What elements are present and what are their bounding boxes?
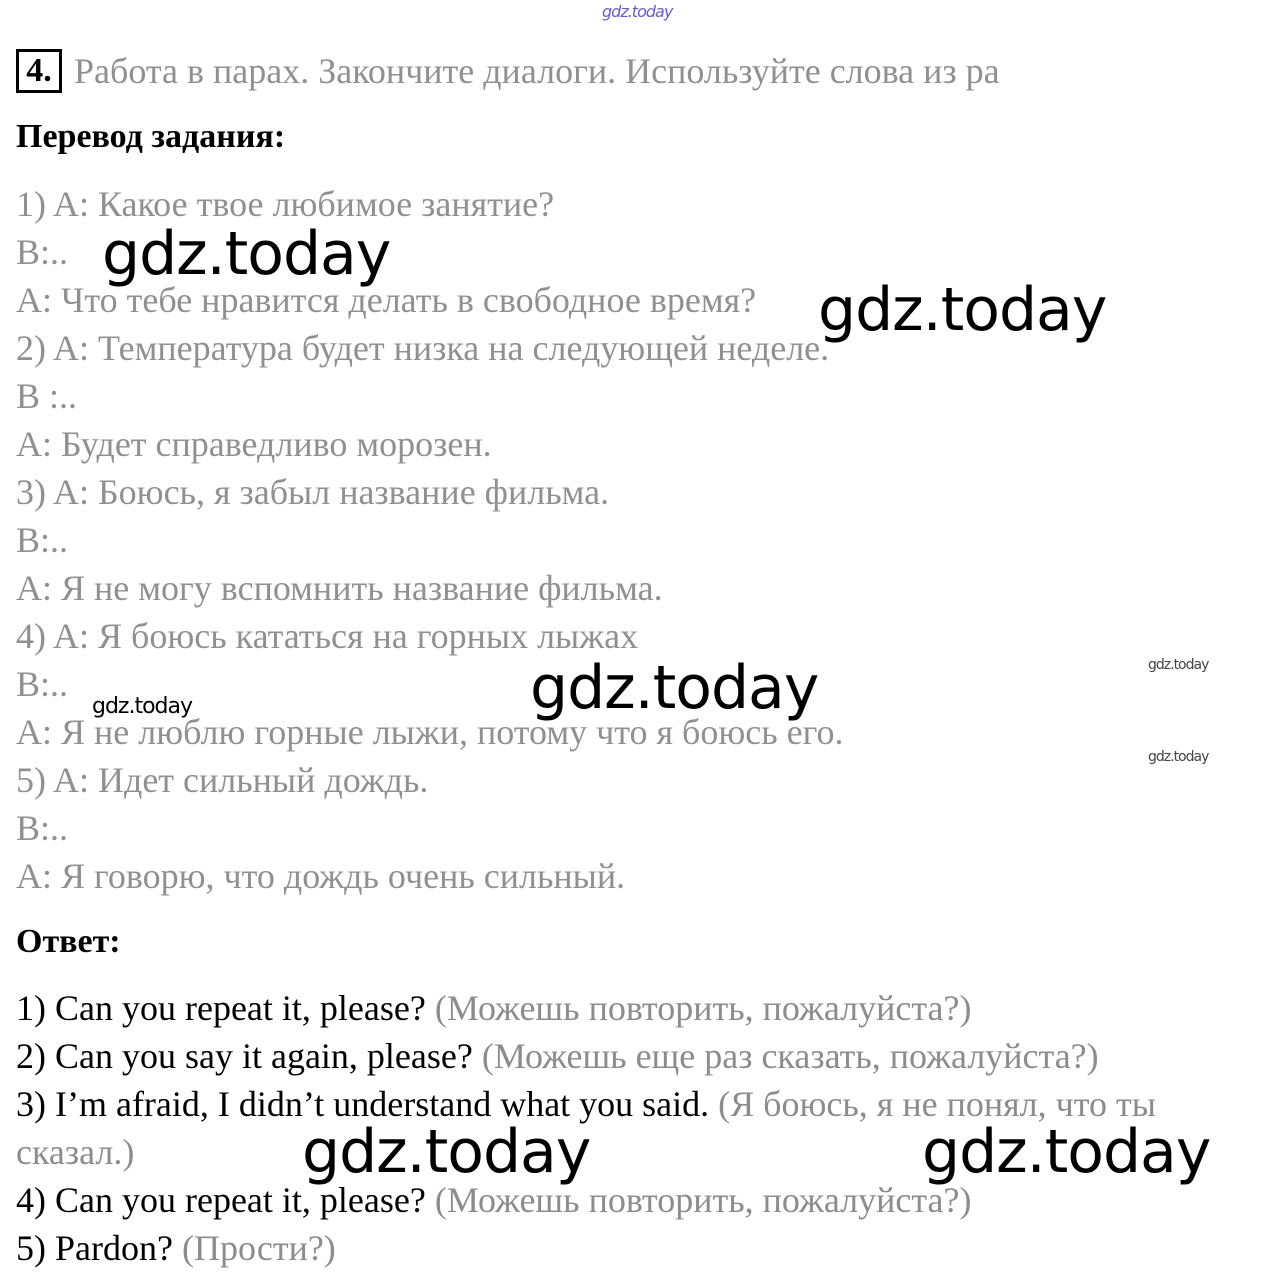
answer-english: 5) Pardon? [16,1228,173,1268]
translation-line: B :.. [16,376,78,416]
answer-item [16,1132,134,1172]
translation-heading: Перевод задания: [16,118,286,155]
answer-english: 2) Can you say it again, please? [16,1036,473,1076]
watermark: gdz.today [818,275,1107,345]
answer-english: 4) Can you repeat it, please? [16,1180,426,1220]
answer-russian: (Можешь повторить, пожалуйста?) [425,1180,972,1220]
translation-line: A: Я не люблю горные лыжи, потому что я боюсь его. [16,712,844,752]
translation-line: A: Будет справедливо морозен. [16,424,492,464]
answer-item [16,1036,1099,1076]
watermark: gdz.today [922,1117,1211,1187]
translation-line: 2) A: Температура будет низка на следующей неделе. [16,328,830,368]
translation-line: B:.. [16,808,69,848]
translation-line: B:.. [16,232,69,272]
answer-item [16,988,971,1028]
answer-russian: (Прости?) [172,1228,336,1268]
watermark: gdz.today [1148,657,1209,673]
translation-line: A: Что тебе нравится делать в свободное время? [16,280,757,320]
translation-line: 3) A: Боюсь, я забыл название фильма. [16,472,610,512]
answer-russian: сказал.) [16,1132,135,1172]
translation-line: A: Я не могу вспомнить название фильма. [16,568,663,608]
watermark: gdz.today [1148,749,1209,765]
translation-line: A: Я говорю, что дождь очень сильный. [16,856,626,896]
watermark: gdz.today [530,653,819,723]
answer-russian: (Можешь повторить, пожалуйста?) [425,988,972,1028]
answer-english: 3) I’m afraid, I didn’t understand what you said. [16,1084,710,1124]
answer-russian: (Можешь еще раз сказать, пожалуйста?) [472,1036,1099,1076]
translation-line: 5) A: Идет сильный дождь. [16,760,429,800]
watermark: gdz.today [302,1117,591,1187]
translation-line: 1) A: Какое твое любимое занятие? [16,184,555,224]
watermark: gdz.today [102,219,391,289]
answer-english: 1) Can you repeat it, please? [16,988,426,1028]
translation-line: B:.. [16,520,69,560]
translation-line: B:.. [16,664,69,704]
answer-russian: (Я боюсь, я не понял, что ты [709,1084,1156,1124]
answer-heading: Ответ: [16,923,121,960]
answer-item [16,1228,336,1268]
watermark: gdz.today [92,694,193,719]
translation-line: 4) A: Я боюсь кататься на горных лыжах [16,616,639,656]
task-instruction: Работа в парах. Закончите диалоги. Используйте слова из ра [74,51,1000,91]
task-number: 4. [16,49,62,93]
watermark-top: gdz.today [602,2,673,21]
